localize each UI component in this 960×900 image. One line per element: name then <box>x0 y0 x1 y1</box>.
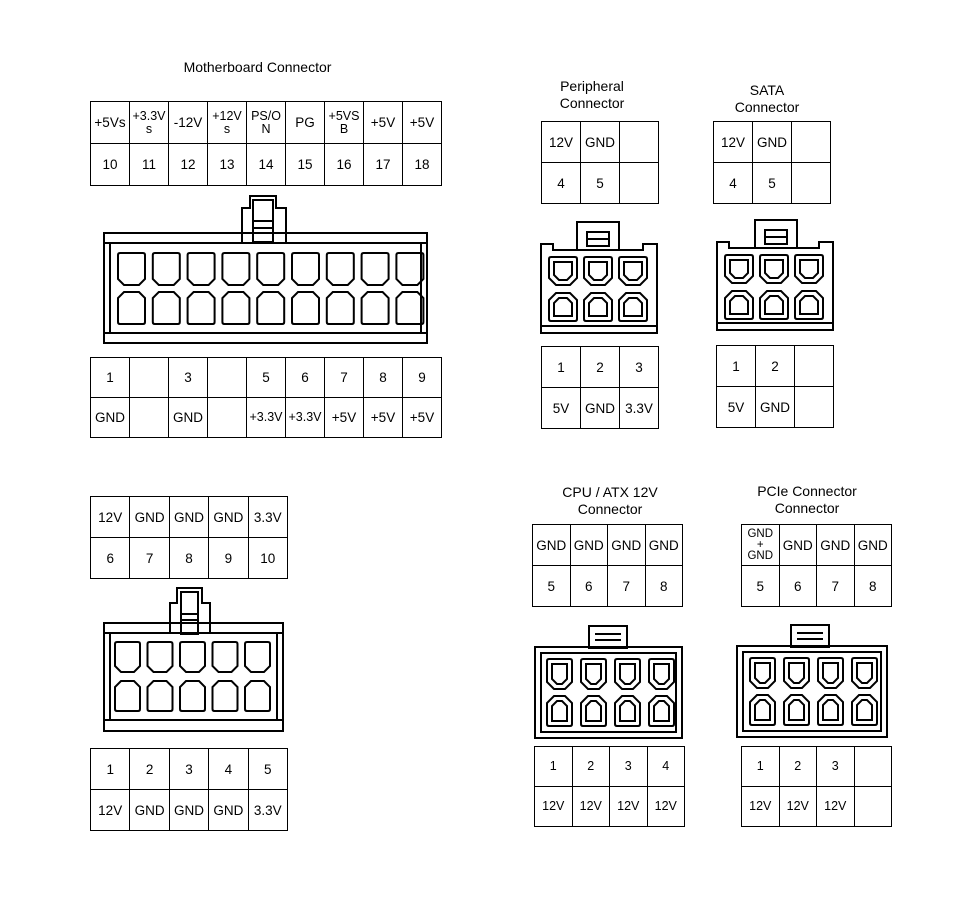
pin-cavity-inner <box>857 663 872 683</box>
pin-label: 3.3V <box>620 388 659 429</box>
pin-cavity-inner <box>857 700 872 720</box>
pin-number: 4 <box>542 163 581 204</box>
pin-number: 2 <box>581 347 620 388</box>
pin-number: 18 <box>403 144 442 186</box>
pin-number: 1 <box>742 747 780 787</box>
pin-number: 6 <box>286 358 325 398</box>
pin-number: 5 <box>533 566 571 607</box>
pin-cavity-inner <box>823 700 838 720</box>
pin-label: PG <box>286 102 325 144</box>
pin-number: 1 <box>535 747 573 787</box>
pin-number: 4 <box>714 163 753 204</box>
pin-label: 12V <box>91 497 130 538</box>
pin-number: 17 <box>364 144 403 186</box>
pin-label: 12V <box>817 787 855 827</box>
pin-label: +5Vs <box>91 102 130 144</box>
pin-number: 7 <box>608 566 646 607</box>
pin-number: 6 <box>91 538 130 579</box>
pin-label: PS/O N <box>247 102 286 144</box>
pin-label: GND <box>756 387 795 428</box>
pin-number: 6 <box>779 566 817 607</box>
pin-label: +3.3V <box>247 398 286 438</box>
pin-label: GND <box>209 790 248 831</box>
pin-number: 12 <box>169 144 208 186</box>
pin-number: 4 <box>647 747 685 787</box>
pin-label: GND + GND <box>742 525 780 566</box>
pin-label: 12V <box>535 787 573 827</box>
pin-cavity-inner <box>789 700 804 720</box>
pin-number: 1 <box>91 749 130 790</box>
pin-number: 1 <box>542 347 581 388</box>
pin-label: GND <box>209 497 248 538</box>
pin-number: 2 <box>779 747 817 787</box>
pin-label: GND <box>533 525 571 566</box>
pin-label: GND <box>779 525 817 566</box>
pin-label: +5V <box>364 102 403 144</box>
pin-label: GND <box>854 525 892 566</box>
cpu-connector-title: CPU / ATX 12V Connector <box>562 484 658 517</box>
pin-number: 5 <box>753 163 792 204</box>
pin-number: 7 <box>130 538 169 579</box>
pin-number: 10 <box>91 144 130 186</box>
pin-label: GND <box>169 790 208 831</box>
pin-label <box>854 787 892 827</box>
pin-label: 12V <box>647 787 685 827</box>
pin-label: 3.3V <box>248 497 287 538</box>
pin-label: GND <box>570 525 608 566</box>
pin-label: GND <box>130 790 169 831</box>
pin-label: GND <box>608 525 646 566</box>
pin-cavity-inner <box>789 663 804 683</box>
pin-number: 10 <box>248 538 287 579</box>
pin-number: 5 <box>247 358 286 398</box>
pcie-bottom-label-row <box>742 787 892 827</box>
pin-number: 8 <box>645 566 683 607</box>
pin-label: GND <box>91 398 130 438</box>
pin-label: +5V <box>325 398 364 438</box>
pin-number: 15 <box>286 144 325 186</box>
pin-label: GND <box>581 122 620 163</box>
pin-number: 13 <box>208 144 247 186</box>
pin-label: 5V <box>542 388 581 429</box>
pin-number: 7 <box>325 358 364 398</box>
pin-label: +3.3V <box>286 398 325 438</box>
pin-label: +5VS B <box>325 102 364 144</box>
pin-number: 7 <box>817 566 855 607</box>
pin-number: 2 <box>756 346 795 387</box>
pin-cavity-inner <box>823 663 838 683</box>
pin-number: 14 <box>247 144 286 186</box>
pin-number: 11 <box>130 144 169 186</box>
pin-number: 5 <box>742 566 780 607</box>
pin-label: +5V <box>403 102 442 144</box>
pcie-connector-title: PCIe Connector Connector <box>757 483 857 516</box>
pin-label: GND <box>753 122 792 163</box>
pin-number: 3 <box>817 747 855 787</box>
motherboard-connector-title: Motherboard Connector <box>183 59 332 75</box>
pcie-bottom-number-row <box>742 747 892 787</box>
pin-number: 3 <box>169 358 208 398</box>
pin-label: GND <box>130 497 169 538</box>
pin-label: +3.3V s <box>130 102 169 144</box>
pin-number: 3 <box>620 347 659 388</box>
pin-number: 4 <box>209 749 248 790</box>
pin-label: GND <box>169 497 208 538</box>
pin-number: 8 <box>169 538 208 579</box>
pin-number: 3 <box>169 749 208 790</box>
pin-label: 12V <box>572 787 610 827</box>
pcie-bottom-pin-table <box>741 746 892 827</box>
pin-label: 12V <box>742 787 780 827</box>
pin-label: +5V <box>403 398 442 438</box>
pin-cavity-inner <box>755 700 770 720</box>
pin-label: GND <box>581 388 620 429</box>
pin-number: 1 <box>717 346 756 387</box>
pin-number: 5 <box>248 749 287 790</box>
pin-number: 2 <box>130 749 169 790</box>
pin-label: 12V <box>91 790 130 831</box>
pin-label: -12V <box>169 102 208 144</box>
pin-label: 12V <box>779 787 817 827</box>
pin-number: 16 <box>325 144 364 186</box>
pin-number: 2 <box>572 747 610 787</box>
sata-connector-title: SATA Connector <box>734 82 800 115</box>
pin-number <box>854 747 892 787</box>
pin-label: GND <box>169 398 208 438</box>
pin-label: 12V <box>542 122 581 163</box>
pin-number: 3 <box>610 747 648 787</box>
pin-number: 8 <box>854 566 892 607</box>
pin-number: 8 <box>364 358 403 398</box>
pin-number: 5 <box>581 163 620 204</box>
pin-number: 9 <box>209 538 248 579</box>
pin-label: GND <box>817 525 855 566</box>
pin-number: 1 <box>91 358 130 398</box>
peripheral-connector-title: Peripheral Connector <box>559 78 625 111</box>
pin-label: GND <box>645 525 683 566</box>
pin-cavity-inner <box>755 663 770 683</box>
pin-label: 5V <box>717 387 756 428</box>
pin-label: 3.3V <box>248 790 287 831</box>
pin-label: +12V s <box>208 102 247 144</box>
pin-label: 12V <box>714 122 753 163</box>
pin-number: 9 <box>403 358 442 398</box>
pin-number: 6 <box>570 566 608 607</box>
pin-label: +5V <box>364 398 403 438</box>
pin-label: 12V <box>610 787 648 827</box>
